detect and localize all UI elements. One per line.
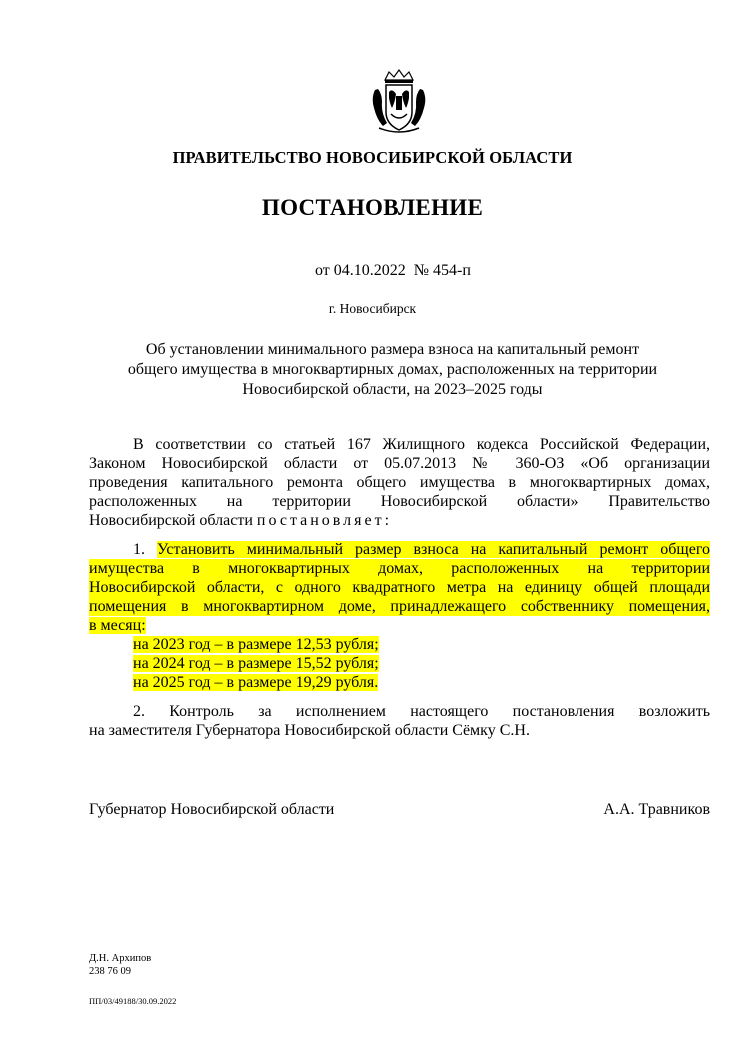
item-2-line: 2. Контроль за исполнением настоящего постановления возложить: [133, 703, 710, 720]
rate-2023: на 2023 год – в размере 12,53 рубля;: [133, 636, 379, 653]
coat-of-arms-emblem: [369, 68, 429, 136]
preamble-line: расположенных на территории Новосибирской области» Правительство: [89, 493, 710, 510]
item-1-line: [89, 616, 710, 635]
preamble-line: В соответствии со статьей 167 Жилищного кодекса Российской Федерации,: [133, 436, 710, 453]
rate-2024: на 2024 год – в размере 15,52 рубля;: [133, 655, 379, 672]
item-1-line: [89, 540, 710, 559]
rate-line: [89, 673, 710, 692]
executor-block: [89, 952, 151, 978]
preamble-paragraph: [89, 435, 710, 530]
item-2-paragraph: [89, 702, 710, 740]
rate-2025: на 2025 год – в размере 19,29 рубля.: [133, 674, 379, 691]
city-name: г. Новосибирск: [328, 301, 417, 316]
executor-name: Д.Н. Архипов: [89, 953, 152, 964]
highlighted-text: помещения в многоквартирном доме, принадлежащего собственнику помещения,: [89, 598, 710, 615]
government-name: ПРАВИТЕЛЬСТВО НОВОСИБИРСКОЙ ОБЛАСТИ: [172, 148, 573, 167]
signatory-position: Губернатор Новосибирской области: [89, 801, 335, 818]
document-code: ПП/03/49188/30.09.2022: [89, 996, 177, 1006]
item-1-line: [89, 559, 710, 578]
title-line: Новосибирской области, на 2023–2025 годы: [242, 381, 543, 398]
date-and-number: от 04.10.2022 № 454-п: [315, 262, 471, 279]
highlighted-text: в месяц:: [89, 617, 146, 634]
highlighted-text: Установить минимальный размер взноса на капитальный ремонт общего: [157, 541, 711, 558]
item-1-paragraph: [89, 540, 710, 692]
item-1-line: [89, 597, 710, 616]
highlighted-text: Новосибирской области, с одного квадратного метра на единицу общей площади: [89, 579, 710, 596]
preamble-line: Законом Новосибирской области от 05.07.2013 № 360-ОЗ «Об организации: [89, 455, 710, 472]
document-type-title: ПОСТАНОВЛЕНИЕ: [261, 195, 484, 220]
item-1-line: [89, 578, 710, 597]
item-2-line: на заместителя Губернатора Новосибирской области Сёмку С.Н.: [89, 722, 530, 739]
rate-line: [89, 635, 710, 654]
resolution-title: [80, 340, 705, 400]
highlighted-text: имущества в многоквартирных домах, расположенных на территории: [89, 560, 710, 577]
rate-line: [89, 654, 710, 673]
item-1-number: 1.: [133, 541, 158, 558]
preamble-text: Новосибирской области: [89, 512, 257, 529]
title-line: Об установлении минимального размера взноса на капитальный ремонт: [145, 341, 640, 358]
executor-phone: 238 76 09: [89, 966, 131, 977]
preamble-line: [89, 511, 710, 530]
preamble-line: проведения капитального ремонта общего имущества в многоквартирных домах,: [89, 474, 710, 491]
signatory-name: А.А. Травников: [603, 801, 710, 818]
title-line: общего имущества в многоквартирных домах, расположенных на территории: [127, 361, 658, 378]
decree-word: постановляет:: [256, 512, 393, 529]
